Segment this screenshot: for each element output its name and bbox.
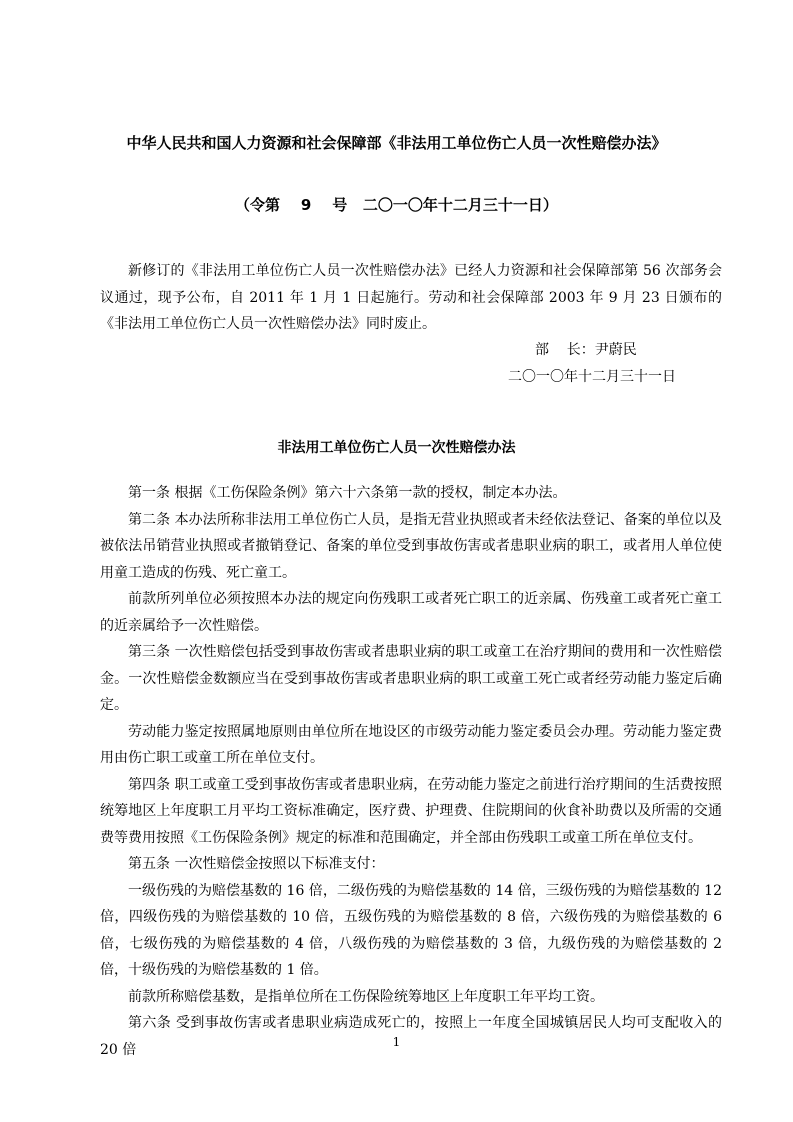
paragraph: 第六条 受到事故伤害或者患职业病造成死亡的，按照上一年度全国城镇居民人均可支配收入的 20 倍 <box>100 1015 722 1058</box>
paragraph: 一级伤残的为赔偿基数的 16 倍，二级伤残的为赔偿基数的 14 倍，三级伤残的为赔偿基数的 12 倍，四级伤残的为赔偿基数的 10 倍，五级伤残的为赔偿基数的 8 倍，六级伤残的为赔偿基数的 6 倍，七级伤残的为赔偿基数的 4 倍，八级伤残的为赔偿基数的 3 倍，九级伤残的为赔偿基数的 2 倍，十级伤残的为赔偿基数的 1 倍。 <box>100 882 722 978</box>
signature-minister: 部 长：尹蔚民 <box>535 342 637 358</box>
paragraph: 第二条 本办法所称非法用工单位伤亡人员，是指无营业执照或者未经依法登记、备案的单位以及被依法吊销营业执照或者撤销登记、备案的单位受到事故伤害或者患职业病的职工，或者用人单位使用童工造成的伤残、死亡童工。 <box>100 511 722 581</box>
intro-paragraph: 新修订的《非法用工单位伤亡人员一次性赔偿办法》已经人力资源和社会保障部第 56 次部务会议通过，现予公布，自 2011 年 1 月 1 日起施行。劳动和社会保障部 2003 年 9 月 23 日颁布的《非法用工单位伤亡人员一次性赔偿办法》同时废止。 <box>100 263 722 332</box>
page-number: 1 <box>392 1035 401 1049</box>
document-title: 中华人民共和国人力资源和社会保障部《非法用工单位伤亡人员一次性赔偿办法》 <box>126 134 667 152</box>
paragraph: 第一条 根据《工伤保险条例》第六十六条第一款的授权，制定本办法。 <box>128 485 567 501</box>
article-list <box>100 480 722 1063</box>
paragraph: 前款所称赔偿基数，是指单位所在工伤保险统筹地区上年度职工年平均工资。 <box>128 988 604 1005</box>
signature-date: 二〇一〇年十二月三十一日 <box>508 369 676 385</box>
intro-paragraph-block <box>100 258 722 338</box>
paragraph: 第五条 一次性赔偿金按照以下标准支付： <box>128 856 385 872</box>
decree-line: （令第 9 号 二〇一〇年十二月三十一日） <box>235 196 558 214</box>
paragraph: 第三条 一次性赔偿包括受到事故伤害或者患职业病的职工或童工在治疗期间的费用和一次性赔偿金。一次性赔偿金数额应当在受到事故伤害或者患职业病的职工或童工死亡或者经劳动能力鉴定后确定。 <box>100 644 722 713</box>
paragraph: 劳动能力鉴定按照属地原则由单位所在地设区的市级劳动能力鉴定委员会办理。劳动能力鉴定费用由伤亡职工或童工所在单位支付。 <box>100 723 722 766</box>
paragraph: 第四条 职工或童工受到事故伤害或者患职业病，在劳动能力鉴定之前进行治疗期间的生活费按照统筹地区上年度职工月平均工资标准确定，医疗费、护理费、住院期间的伙食补助费以及所需的交通费等费用按照《工伤保险条例》规定的标准和范围确定，并全部由伤残职工或童工所在单位支付。 <box>100 776 722 846</box>
document-subtitle: 非法用工单位伤亡人员一次性赔偿办法 <box>277 440 516 456</box>
paragraph: 前款所列单位必须按照本办法的规定向伤残职工或者死亡职工的近亲属、伤残童工或者死亡童工的近亲属给予一次性赔偿。 <box>100 591 722 634</box>
